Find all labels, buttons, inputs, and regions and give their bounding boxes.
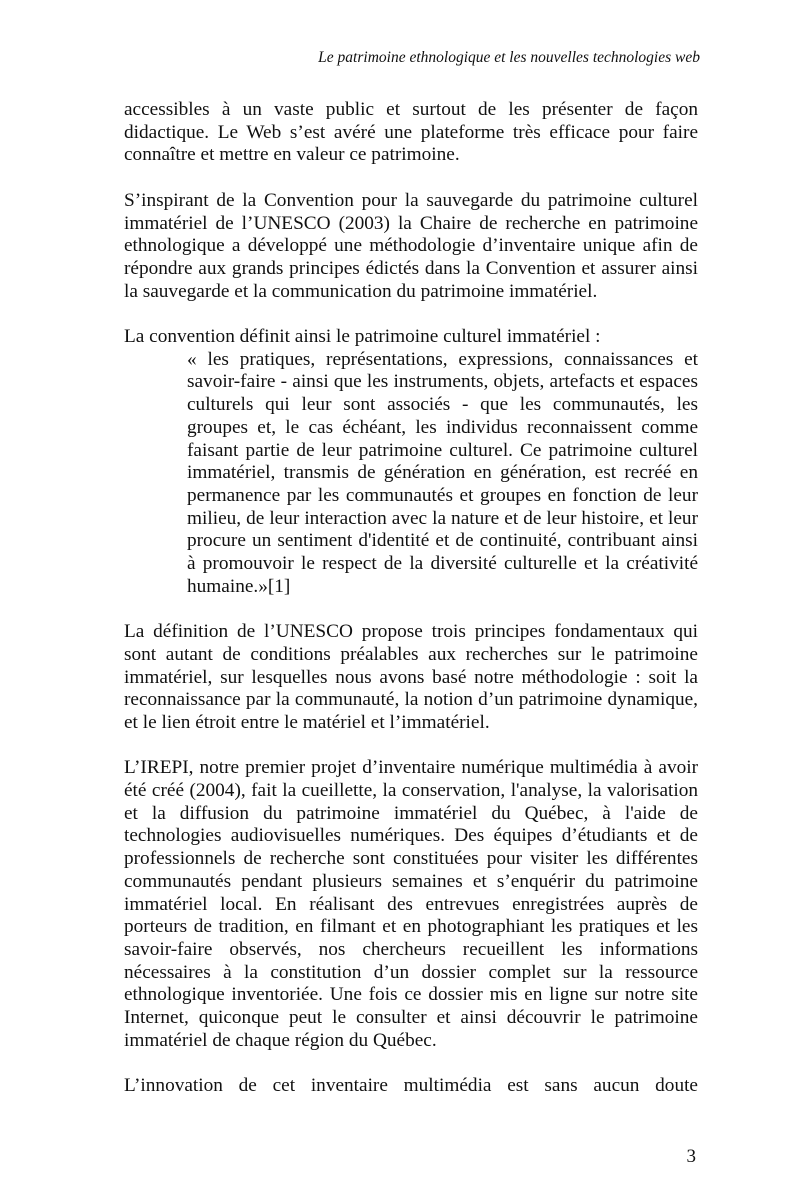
page-number: 3 (686, 1146, 696, 1167)
paragraph-irepi: L’IREPI, notre premier projet d’inventaire numérique multimédia à avoir été créé (2004), fait la cueillette, la conservation, l'analyse, la valorisation et la diffusion du patrimoine immatériel du Québec, à l'aide de technologies audiovisuelles numériques. Des équipes d’étudiants et de professionnels de recherche sont constituées pour visiter les différentes communautés pendant plusieurs semaines et s’enquérir du patrimoine immatériel local. En réalisant des entrevues enregistrées auprès de porteurs de tradition, en filmant et en photographiant les pratiques et les savoir-faire observés, nos chercheurs recueillent les informations nécessaires à la constitution d’un dossier complet sur la ressource ethnologique inventoriée. Une fois ce dossier mis en ligne sur notre site Internet, quiconque peut le consulter et ainsi découvrir le patrimoine immatériel de chaque région du Québec. (124, 757, 698, 1051)
paragraph-web-platform: accessibles à un vaste public et surtout de les présenter de façon didactique. Le Web s’est avéré une plateforme très efficace pour faire connaître et mettre en valeur ce patrimoine. (124, 99, 698, 166)
paragraph-unesco-convention: S’inspirant de la Convention pour la sauvegarde du patrimoine culturel immatériel de l’UNESCO (2003) la Chaire de recherche en patrimoine ethnologique a développé une méthodologie d’inventaire unique afin de répondre aux grands principes édictés dans la Convention et assurer ainsi la sauvegarde et la communication du patrimoine immatériel. (124, 189, 698, 302)
paragraph-definition-intro: La convention définit ainsi le patrimoine culturel immatériel : (124, 326, 601, 347)
block-quote-definition: « les pratiques, représentations, expressions, connaissances et savoir-faire - ainsi que les instruments, objets, artefacts et espaces culturels qui leur sont associés - que les communautés, les groupes et, le cas échéant, les individus reconnaissent comme faisant partie de leur patrimoine culturel. Ce patrimoine culturel immatériel, transmis de génération en génération, est recréé en permanence par les communautés et groupes en fonction de leur milieu, de leur interaction avec la nature et de leur histoire, et leur procure un sentiment d'identité et de continuité, contribuant ainsi à promouvoir le respect de la diversité culturelle et la créativité humaine.»[1] (187, 348, 698, 597)
body-text (124, 99, 698, 1098)
paragraph-three-principles: La définition de l’UNESCO propose trois principes fondamentaux qui sont autant de conditions préalables aux recherches sur le patrimoine immatériel, sur lesquelles nous avons basé notre méthodologie : soit la reconnaissance par la communauté, la notion d’un patrimoine dynamique, et le lien étroit entre le matériel et l’immatériel. (124, 621, 698, 733)
running-header: Le patrimoine ethnologique et les nouvelles technologies web (318, 49, 700, 66)
paragraph-innovation: L’innovation de cet inventaire multimédia est sans aucun doute (124, 1075, 698, 1097)
